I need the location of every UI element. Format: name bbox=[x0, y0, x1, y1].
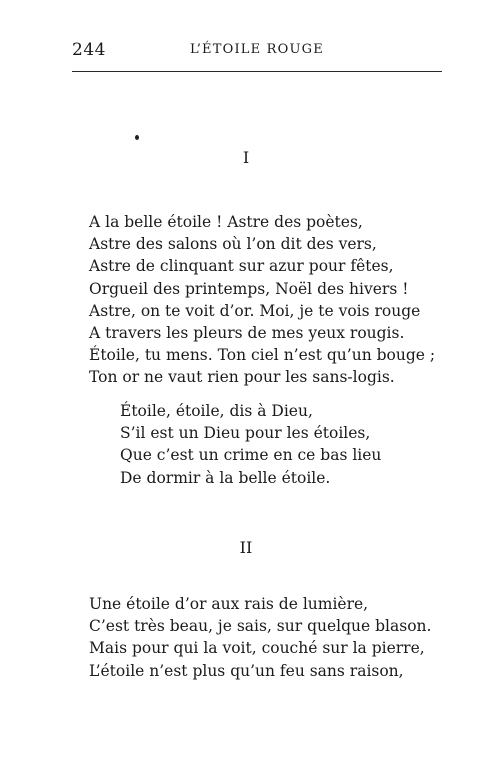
verse-line: Orgueil des printemps, Noël des hivers ! bbox=[89, 279, 409, 298]
verse-line: De dormir à la belle étoile. bbox=[120, 468, 331, 487]
verse-line: C’est très beau, je sais, sur quelque blason. bbox=[89, 617, 432, 636]
verse-line: Mais pour qui la voit, couché sur la pierre, bbox=[89, 639, 425, 658]
verse-line: Étoile, étoile, dis à Dieu, bbox=[120, 402, 313, 420]
verse-line: A travers les pleurs de mes yeux rougis. bbox=[89, 323, 405, 342]
refrain-stanza bbox=[120, 400, 381, 489]
stanza-1 bbox=[89, 211, 435, 389]
verse-line: Une étoile d’or aux rais de lumière, bbox=[89, 595, 369, 613]
verse-line: L’étoile n’est plus qu’un feu sans raison, bbox=[89, 661, 404, 680]
section-heading-1: I bbox=[242, 148, 250, 167]
page-number: 244 bbox=[72, 40, 106, 60]
header-rule bbox=[72, 71, 442, 72]
ink-speck bbox=[135, 135, 139, 140]
stanza-3 bbox=[89, 593, 431, 682]
verse-line: Astre des salons où l’on dit des vers, bbox=[89, 235, 377, 254]
verse-line: Que c’est un crime en ce bas lieu bbox=[120, 446, 382, 465]
verse-line: Étoile, tu mens. Ton ciel n’est qu’un bouge ; bbox=[89, 346, 436, 365]
section-heading-2: II bbox=[239, 538, 253, 557]
verse-line: A la belle étoile ! Astre des poètes, bbox=[89, 213, 363, 231]
verse-line: Astre de clinquant sur azur pour fêtes, bbox=[89, 257, 394, 276]
verse-line: S’il est un Dieu pour les étoiles, bbox=[120, 424, 371, 443]
verse-line: Ton or ne vaut rien pour les sans-logis. bbox=[89, 368, 395, 387]
page-header bbox=[72, 40, 442, 60]
running-title: L’ÉTOILE ROUGE bbox=[190, 42, 324, 57]
verse-line: Astre, on te voit d’or. Moi, je te vois rouge bbox=[89, 301, 421, 320]
